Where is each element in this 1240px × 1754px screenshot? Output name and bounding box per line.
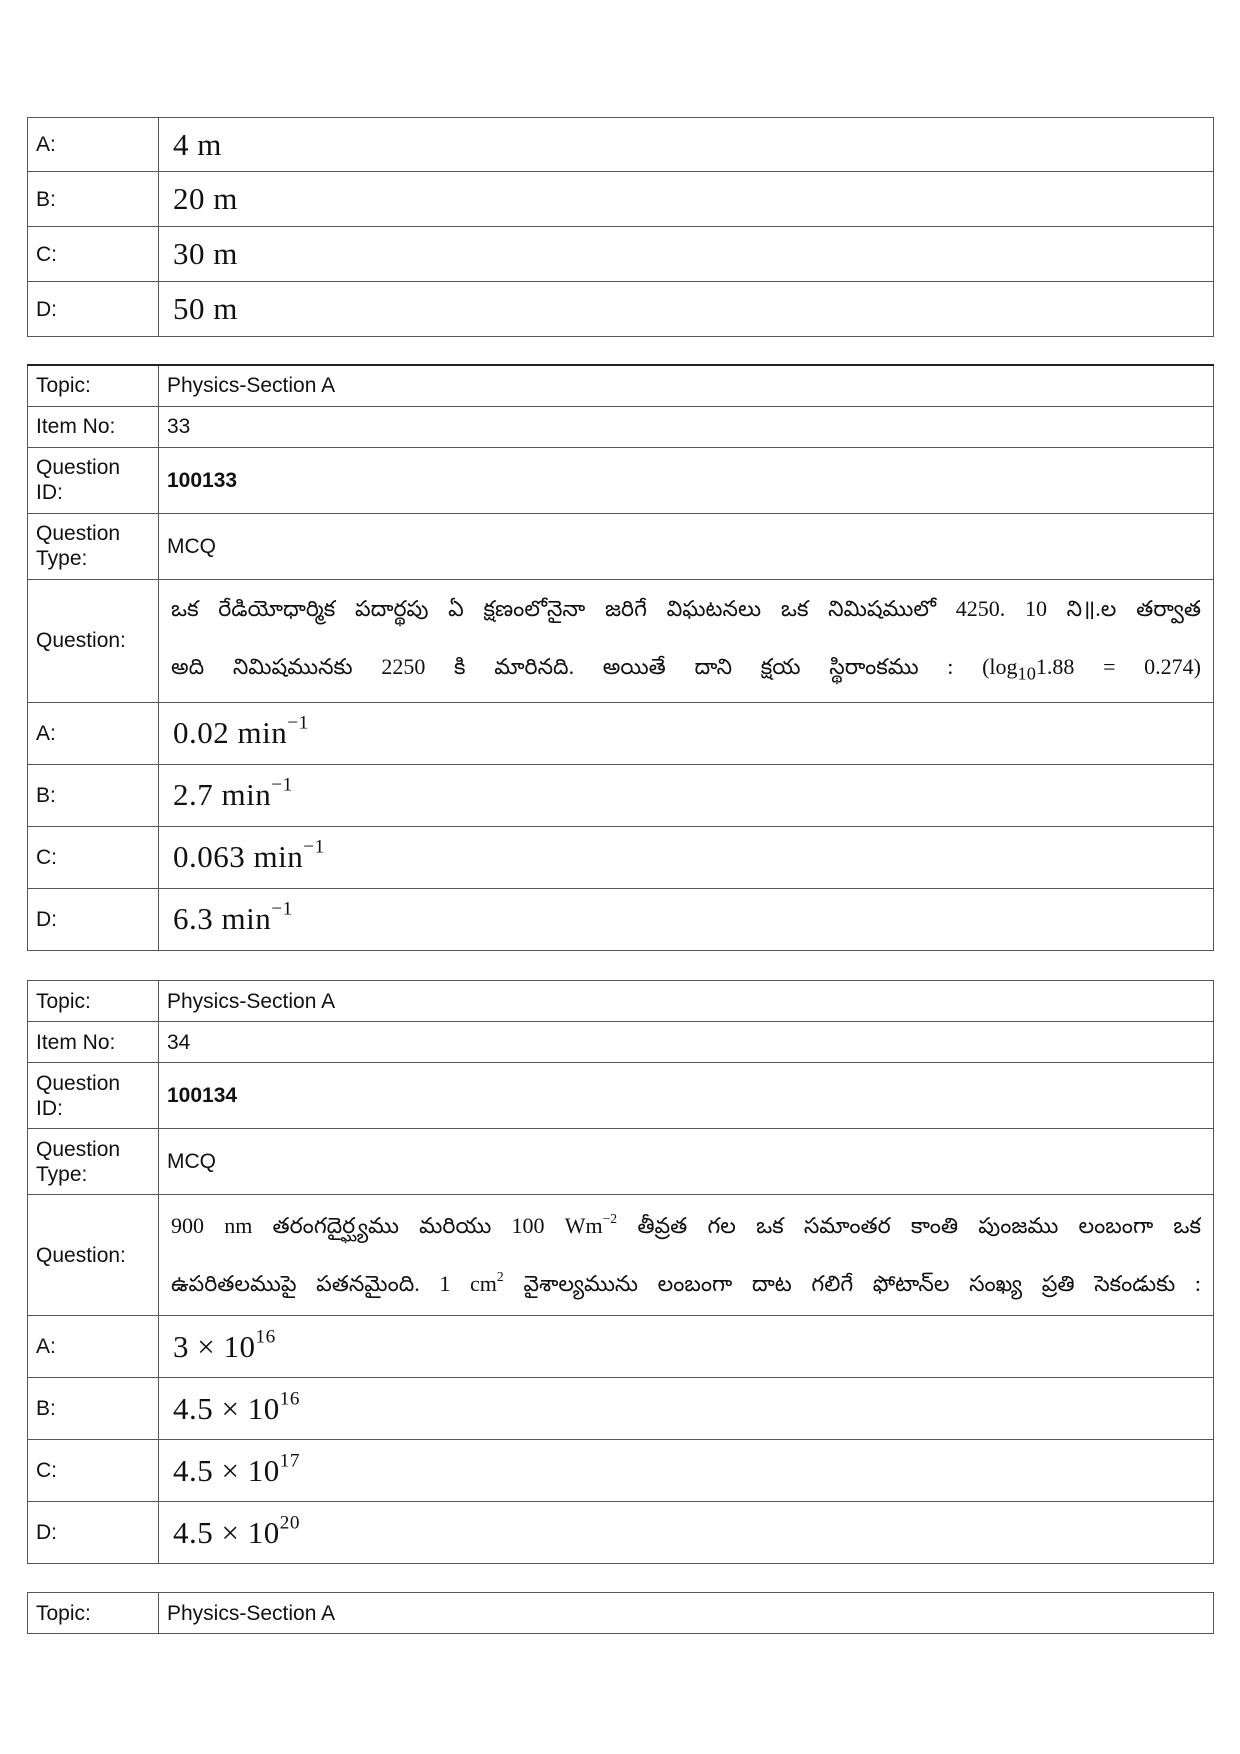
option-d-value: 50 m [159,282,1214,337]
item-no-label: Item No: [28,1022,159,1063]
option-c-label: C: [28,826,159,888]
option-row-a [28,118,1214,172]
question-type-row [28,1129,1214,1195]
option-c-label: C: [28,227,159,282]
question-35-table [27,1592,1214,1634]
option-row-a [28,1316,1214,1378]
option-b-value: $4.5 \times 10^{16}$ [159,1378,1214,1440]
question-id-label: Question ID: [28,1063,159,1129]
option-row-b [28,1378,1214,1440]
option-b-value: 20 m [159,172,1214,227]
option-c-label: C: [28,1440,159,1502]
topic-value: Physics-Section A [159,1593,1214,1634]
topic-label: Topic: [28,365,159,406]
question-id-label: Question ID: [28,447,159,513]
item-no-value: 34 [159,1022,1214,1063]
topic-row [28,981,1214,1022]
question-label: Question: [28,1195,159,1316]
question-type-label: Question Type: [28,513,159,579]
option-b-label: B: [28,1378,159,1440]
item-no-row [28,1022,1214,1063]
log-base-subscript: 10 [1017,662,1036,683]
item-no-value: 33 [159,406,1214,447]
option-row-d [28,1502,1214,1564]
question-line-2: అది నిమిషమునకు 2250 కి మారినది. అయితే దాని క్షయ స్థిరాంకము : $(\log_{10}1.88 = 0.274)$ [171,653,1201,683]
question-text-row [28,1195,1214,1316]
option-row-b [28,764,1214,826]
topic-row [28,365,1214,406]
question-34-table [27,980,1214,1564]
question-line-2: ఉపరితలముపై పతనమైంది. 1 $cm^2$ వైశాల్యమును లంబంగా దాట గలిగే ఫోటాన్‌ల సంఖ్య ప్రతి సెకండుకు : [171,1268,1201,1296]
question-id-value: 100134 [159,1063,1214,1129]
item-no-row [28,406,1214,447]
option-d-label: D: [28,282,159,337]
option-d-label: D: [28,888,159,950]
topic-row [28,1593,1214,1634]
option-b-value: 2.7 $\min^{-1}$ [159,764,1214,826]
question-id-row [28,1063,1214,1129]
question-text-row [28,579,1214,702]
question-id-row [28,447,1214,513]
option-row-b [28,172,1214,227]
question-33-table [27,364,1214,951]
topic-value: Physics-Section A [159,365,1214,406]
question-type-value: MCQ [159,513,1214,579]
option-d-value: $4.5 \times 10^{20}$ [159,1502,1214,1564]
topic-label: Topic: [28,1593,159,1634]
option-row-c [28,826,1214,888]
question-type-label: Question Type: [28,1129,159,1195]
option-b-label: B: [28,764,159,826]
question-type-row [28,513,1214,579]
topic-value: Physics-Section A [159,981,1214,1022]
question-text [159,1195,1214,1316]
option-row-d [28,888,1214,950]
option-a-value: 0.02 $\min^{-1}$ [159,702,1214,764]
option-c-value: $4.5 \times 10^{17}$ [159,1440,1214,1502]
topic-label: Topic: [28,981,159,1022]
option-a-value: $3 \times 10^{16}$ [159,1316,1214,1378]
question-label: Question: [28,579,159,702]
question-type-value: MCQ [159,1129,1214,1195]
item-no-label: Item No: [28,406,159,447]
option-a-label: A: [28,118,159,172]
option-c-value: 30 m [159,227,1214,282]
prev-question-options-table [27,117,1214,337]
option-a-value: 4 m [159,118,1214,172]
option-a-label: A: [28,702,159,764]
question-line-1: ఒక రేడియోధార్మిక పదార్థపు ఏ క్షణంలోనైనా జరిగే విఘటనలు ఒక నిమిషములో 4250. 10 ని॥.ల తర్వాత [171,595,1201,621]
option-row-c [28,1440,1214,1502]
option-b-label: B: [28,172,159,227]
option-a-label: A: [28,1316,159,1378]
option-d-label: D: [28,1502,159,1564]
question-text [159,579,1214,702]
option-row-d [28,282,1214,337]
option-row-a [28,702,1214,764]
option-row-c [28,227,1214,282]
question-id-value: 100133 [159,447,1214,513]
option-d-value: 6.3 $\min^{-1}$ [159,888,1214,950]
question-line-1: 900 nm తరంగదైర్ఘ్యము మరియు 100 $Wm^{-2}$ తీవ్రత గల ఒక సమాంతర కాంతి పుంజము లంబంగా ఒక [171,1210,1201,1238]
option-c-value: 0.063 $\min^{-1}$ [159,826,1214,888]
